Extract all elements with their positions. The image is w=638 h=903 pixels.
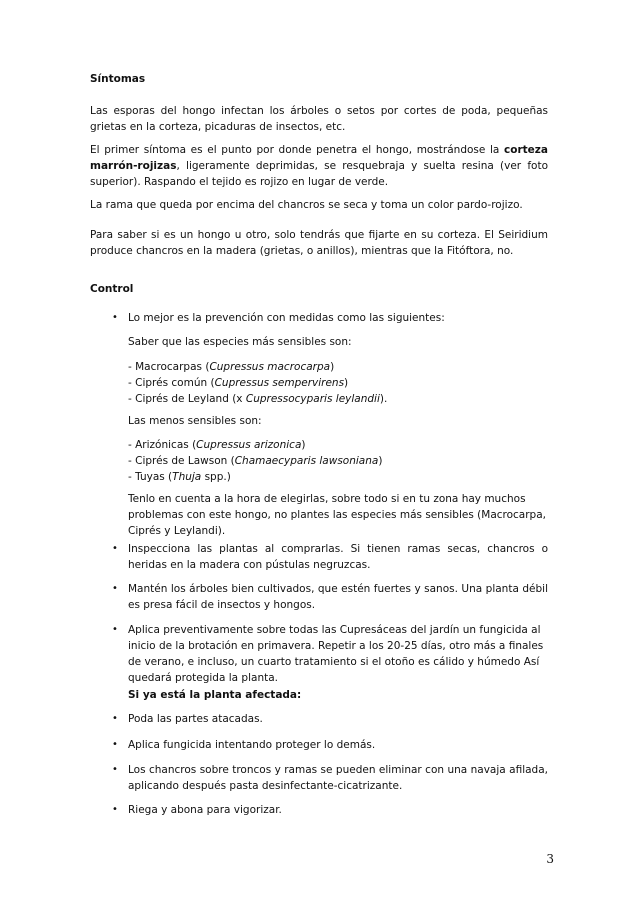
species-scientific: Cupressus arizonica: [196, 439, 302, 451]
species-line: [128, 437, 548, 453]
list-item: [90, 622, 548, 686]
text-bold-corteza: corteza marrón-rojizas: [90, 144, 548, 172]
bullet-icon: •: [112, 312, 118, 323]
page-number: 3: [546, 852, 554, 866]
species-common: - Ciprés de Lawson (: [128, 455, 235, 467]
species-scientific: Thuja: [172, 471, 202, 483]
afectada-heading: Si ya está la planta afectada:: [128, 689, 302, 701]
species-line: [128, 359, 548, 375]
species-line: [128, 375, 548, 391]
text-run: El primer síntoma es el punto por donde penetra el hongo, mostrándose la: [90, 144, 505, 156]
species-common: - Tuyas (: [128, 471, 173, 483]
bullet-icon: •: [112, 624, 118, 635]
species-scientific: Cupressus macrocarpa: [209, 361, 331, 373]
species-scientific: Chamaecyparis lawsoniana: [234, 455, 379, 467]
species-common: - Macrocarpas (: [128, 361, 210, 373]
list-item: [90, 762, 548, 794]
list-item-text: Mantén los árboles bien cultivados, que estén fuertes y sanos. Una planta débil es presa fácil de insectos y hongos.: [128, 583, 548, 611]
list-item: [90, 802, 548, 818]
species-common: - Ciprés de Leyland (x: [128, 393, 246, 405]
list-item-text: Poda las partes atacadas.: [128, 713, 263, 725]
paragraph-rama: La rama que queda por encima del chancros se seca y toma un color pardo-rojizo.: [90, 199, 523, 211]
species-suffix: ): [378, 455, 383, 467]
tenlo-paragraph: Tenlo en cuenta a la hora de elegirlas, sobre todo si en tu zona hay muchos problemas con este hongo, no plantes las especies más sensibles (Macrocarpa, Ciprés y Leylandi).: [128, 493, 546, 537]
species-suffix: ): [330, 361, 335, 373]
species-suffix: ): [344, 377, 349, 389]
species-scientific: Cupressus sempervirens: [214, 377, 345, 389]
paragraph-esporas: Las esporas del hongo infectan los árboles o setos por cortes de poda, pequeñas grietas en la corteza, picaduras de insectos, etc.: [90, 105, 548, 133]
species-suffix: ).: [379, 393, 388, 405]
bullet-icon: •: [112, 764, 118, 775]
list-item-text: Aplica fungicida intentando proteger lo demás.: [128, 739, 376, 751]
list-item: [90, 581, 548, 613]
list-item-text: Aplica preventivamente sobre todas las Cupresáceas del jardín un fungicida al inicio de la brotación en primavera. Repetir a los 20-25 días, otro más a finales de verano, e incluso, un cuarto tratamiento si el otoño es cálido y húmedo Así quedará protegida la planta.: [128, 624, 544, 684]
list-item: [90, 541, 548, 573]
list-item-text: Inspecciona las plantas al comprarlas. Si tienen ramas secas, chancros o heridas en la madera con pústulas negruzcas.: [128, 543, 548, 571]
sensibles-list: [128, 359, 548, 407]
heading-control: Control: [90, 283, 134, 295]
species-suffix: ): [301, 439, 306, 451]
bullet-icon: •: [112, 583, 118, 594]
list-item-text: Lo mejor es la prevención con medidas como las siguientes:: [128, 312, 445, 324]
bullet-icon: •: [112, 804, 118, 815]
heading-sintomas: Síntomas: [90, 73, 146, 85]
bullet-icon: •: [112, 713, 118, 724]
bullet-icon: •: [112, 739, 118, 750]
species-scientific: Cupressocyparis leylandii: [245, 393, 380, 405]
species-common: - Ciprés común (: [128, 377, 215, 389]
list-item-text: Los chancros sobre troncos y ramas se pueden eliminar con una navaja afilada, aplicando después pasta desinfectante-cicatrizante.: [128, 764, 548, 792]
list-item: [90, 310, 548, 326]
list-item: [90, 737, 548, 753]
paragraph-hongo: Para saber si es un hongo u otro, solo tendrás que fijarte en su corteza. El Seiridium produce chancros en la madera (grietas, o anillos), mientras que la Fitóftora, no.: [90, 229, 548, 257]
bullet-icon: •: [112, 543, 118, 554]
menos-list: [128, 437, 548, 485]
list-item-text: Riega y abona para vigorizar.: [128, 804, 282, 816]
species-line: [128, 453, 548, 469]
paragraph-primer-sintoma: [90, 142, 548, 190]
text-run: , ligeramente deprimidas, se resquebraja y suelta resina (ver foto superior). Raspando el tejido es rojizo en lugar de verde.: [90, 160, 548, 188]
sensibles-intro: Saber que las especies más sensibles son:: [128, 336, 352, 348]
species-common: - Arizónicas (: [128, 439, 197, 451]
menos-intro: Las menos sensibles son:: [128, 415, 262, 427]
list-item: [90, 711, 548, 727]
species-line: [128, 469, 548, 485]
species-suffix: spp.): [201, 471, 231, 483]
species-line: [128, 391, 548, 407]
